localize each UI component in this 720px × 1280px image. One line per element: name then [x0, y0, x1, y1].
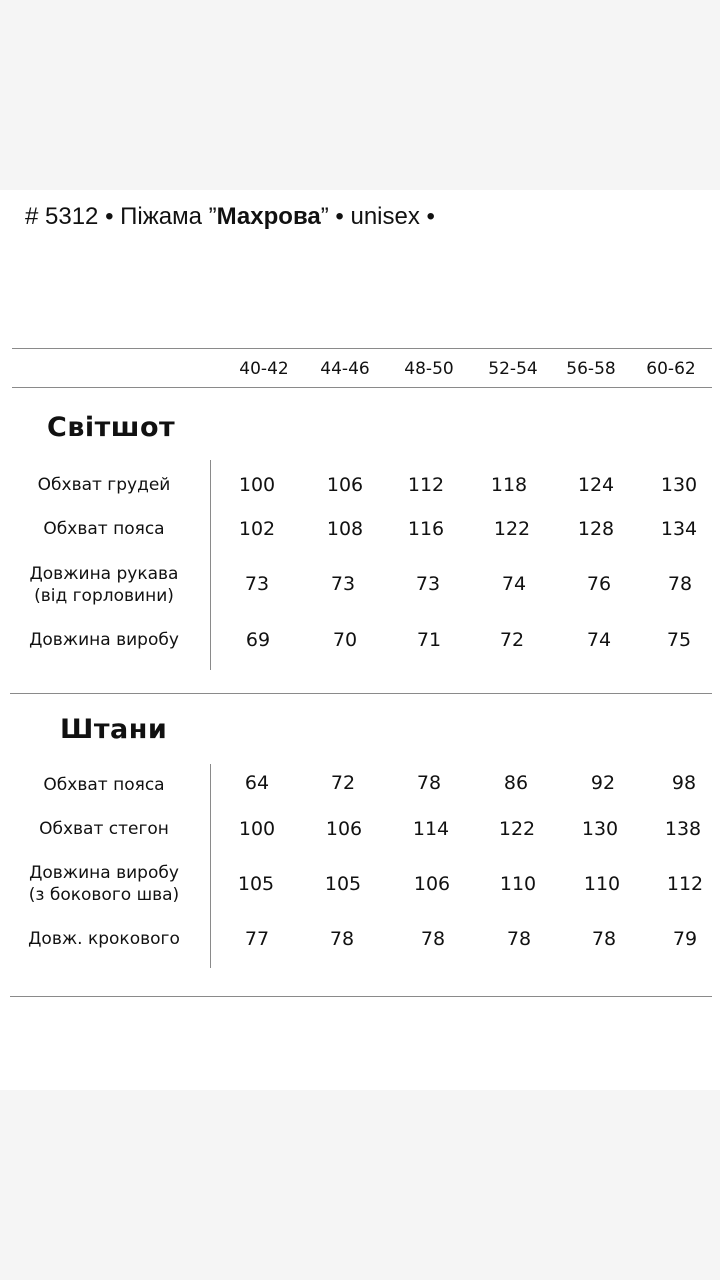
measure-label — [4, 818, 204, 840]
measure-label — [4, 862, 204, 906]
measure-value: 72 — [499, 629, 525, 651]
measure-value: 100 — [238, 818, 276, 840]
measure-value: 122 — [498, 818, 536, 840]
measure-value: 106 — [325, 818, 363, 840]
top-blank-band — [0, 0, 720, 190]
label-subline: (з бокового шва) — [28, 885, 180, 905]
sweatshirt-section-title: Світшот — [47, 412, 176, 443]
title-suffix: ” • unisex • — [320, 203, 435, 230]
size-header: 52-54 — [488, 359, 538, 379]
label-subline: (від горловини) — [34, 586, 174, 606]
measure-label — [4, 563, 204, 607]
size-header: 48-50 — [404, 359, 454, 379]
pants-section-title: Штани — [60, 714, 168, 745]
measure-value: 78 — [667, 573, 693, 595]
bottom-blank-band — [0, 1090, 720, 1280]
measure-value: 124 — [577, 474, 615, 496]
measure-value: 73 — [244, 573, 270, 595]
measure-value: 134 — [660, 518, 698, 540]
measure-value: 108 — [326, 518, 364, 540]
measure-label — [4, 474, 204, 496]
measure-value: 130 — [581, 818, 619, 840]
measure-value: 74 — [586, 629, 612, 651]
measure-value: 72 — [330, 772, 356, 794]
measure-value: 114 — [412, 818, 450, 840]
label-line: Обхват стегон — [39, 819, 169, 839]
measure-value: 77 — [244, 928, 270, 950]
measure-value: 105 — [237, 873, 275, 895]
measure-value: 78 — [506, 928, 532, 950]
measure-value: 122 — [493, 518, 531, 540]
measure-value: 98 — [671, 772, 697, 794]
measure-value: 76 — [586, 573, 612, 595]
measure-value: 73 — [330, 573, 356, 595]
measure-label — [4, 629, 204, 651]
measure-value: 78 — [329, 928, 355, 950]
measure-value: 130 — [660, 474, 698, 496]
measure-value: 71 — [416, 629, 442, 651]
size-header: 40-42 — [239, 359, 289, 379]
measure-value: 105 — [324, 873, 362, 895]
measure-value: 110 — [583, 873, 621, 895]
size-header: 60-62 — [646, 359, 696, 379]
measure-value: 106 — [413, 873, 451, 895]
size-header: 56-58 — [566, 359, 616, 379]
section-divider-rule — [10, 693, 712, 694]
measure-value: 118 — [490, 474, 528, 496]
measure-label — [4, 518, 204, 540]
measure-value: 73 — [415, 573, 441, 595]
measure-label — [4, 774, 204, 796]
measure-value: 70 — [332, 629, 358, 651]
sweatshirt-label-divider — [210, 460, 211, 670]
header-bottom-rule — [12, 387, 712, 388]
table-bottom-rule — [10, 996, 712, 997]
measure-value: 138 — [664, 818, 702, 840]
measure-value: 79 — [672, 928, 698, 950]
measure-value: 64 — [244, 772, 270, 794]
measure-value: 116 — [407, 518, 445, 540]
measure-value: 110 — [499, 873, 537, 895]
measure-value: 69 — [245, 629, 271, 651]
label-line: Обхват пояса — [43, 775, 165, 795]
size-header: 44-46 — [320, 359, 370, 379]
label-line: Довжина виробу — [29, 863, 179, 883]
title-bold-name: Махрова — [216, 203, 321, 230]
table-top-rule — [12, 348, 712, 349]
product-title — [25, 200, 715, 234]
measure-value: 102 — [238, 518, 276, 540]
measure-value: 112 — [407, 474, 445, 496]
measure-label — [4, 928, 204, 950]
label-line: Обхват грудей — [37, 475, 171, 495]
measure-value: 78 — [420, 928, 446, 950]
measure-value: 128 — [577, 518, 615, 540]
title-prefix: # 5312 • Піжама ” — [25, 203, 217, 230]
pants-label-divider — [210, 764, 211, 968]
label-line: Довжина рукава — [29, 564, 179, 584]
measure-value: 92 — [590, 772, 616, 794]
measure-value: 106 — [326, 474, 364, 496]
measure-value: 74 — [501, 573, 527, 595]
measure-value: 78 — [416, 772, 442, 794]
label-line: Довжина виробу — [29, 630, 179, 650]
measure-value: 112 — [666, 873, 704, 895]
measure-value: 100 — [238, 474, 276, 496]
label-line: Обхват пояса — [43, 519, 165, 539]
measure-value: 75 — [666, 629, 692, 651]
label-line: Довж. крокового — [28, 929, 180, 949]
measure-value: 78 — [591, 928, 617, 950]
measure-value: 86 — [503, 772, 529, 794]
